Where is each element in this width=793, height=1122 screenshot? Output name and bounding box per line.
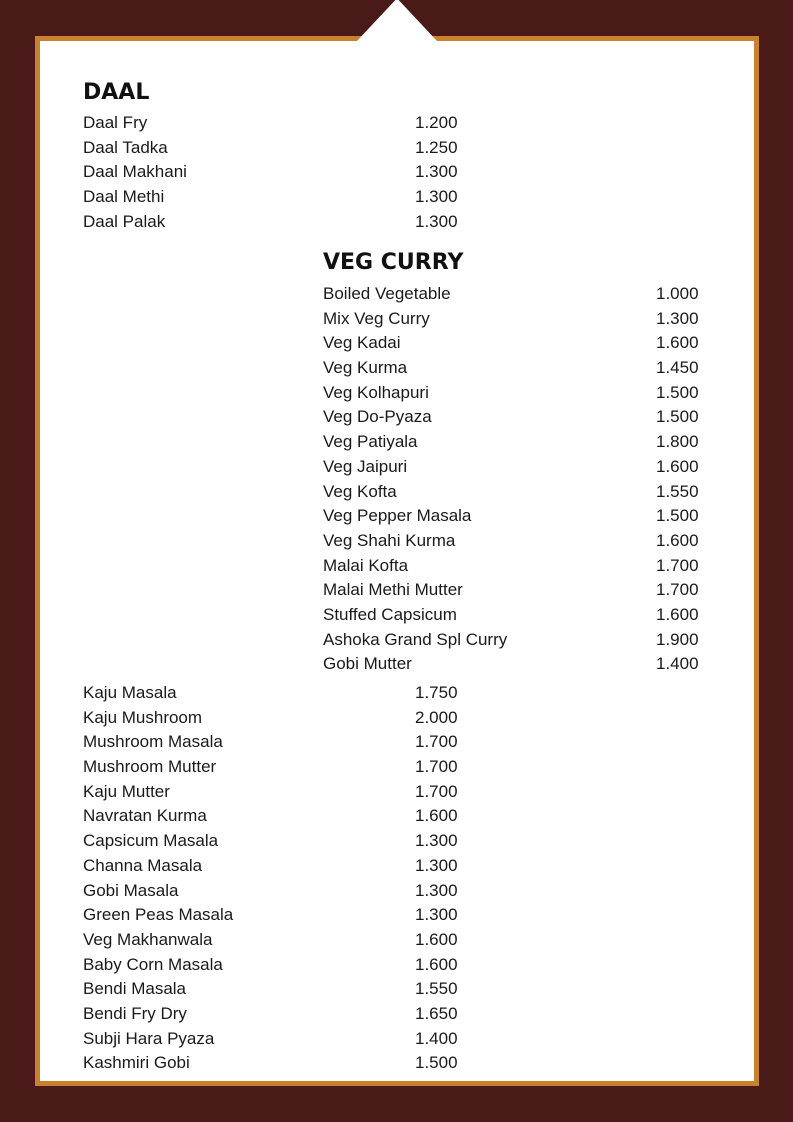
menu-item-name: Kaju Mutter — [83, 781, 170, 801]
menu-item-name: Baby Corn Masala — [83, 954, 223, 974]
menu-item-name: Veg Makhanwala — [83, 929, 213, 949]
menu-item-name: Green Peas Masala — [83, 905, 234, 925]
menu-item-price: 1.700 — [656, 555, 699, 575]
menu-item-price: 1.600 — [415, 954, 458, 974]
menu-item-name: Veg Shahi Kurma — [323, 530, 456, 550]
menu-item-price: 1.300 — [415, 162, 458, 182]
menu-item-name: Boiled Vegetable — [323, 284, 451, 303]
menu-item-name: Veg Patiyala — [323, 432, 418, 452]
menu-item-name: Daal Makhani — [83, 162, 187, 182]
menu-item-name: Veg Jaipuri — [323, 456, 408, 476]
menu-item-price: 1.450 — [656, 358, 699, 378]
menu-item-price: 1.300 — [415, 905, 458, 925]
menu-item-name: Malai Methi Mutter — [323, 580, 463, 600]
menu-item-name: Mix Veg Curry — [323, 308, 430, 328]
menu-item-price: 2.000 — [415, 707, 458, 727]
menu-item-price: 1.300 — [415, 187, 458, 207]
menu-item-price: 1.250 — [415, 137, 458, 157]
menu-item-price: 1.200 — [415, 113, 458, 132]
menu-item-name: Veg Do-Pyaza — [323, 407, 432, 427]
menu-item-name: Kashmiri Gobi — [83, 1053, 190, 1073]
menu-item-name: Gobi Masala — [83, 880, 179, 900]
menu-item-name: Bendi Fry Dry — [83, 1003, 187, 1023]
menu-item-price: 1.500 — [656, 506, 699, 526]
menu-item-name: Daal Methi — [83, 187, 165, 207]
menu-item-name: Mushroom Masala — [83, 732, 223, 752]
menu-item-price: 1.300 — [415, 855, 458, 875]
menu-item-price: 1.900 — [656, 629, 699, 649]
menu-item-name: Daal Tadka — [83, 137, 168, 157]
menu-item-name: Ashoka Grand Spl Curry — [323, 629, 508, 649]
menu-item-price: 1.600 — [656, 530, 699, 550]
menu-item-price: 1.600 — [656, 456, 699, 476]
menu-item-name: Gobi Mutter — [323, 654, 412, 674]
menu-item-price: 1.500 — [656, 407, 699, 427]
menu-item-name: Capsicum Masala — [83, 831, 219, 851]
menu-item-price: 1.600 — [415, 806, 458, 826]
menu-item-price: 1.800 — [656, 432, 699, 452]
menu-item-price: 1.550 — [415, 979, 458, 999]
menu-item-price: 1.300 — [415, 211, 458, 231]
menu-item-price: 1.600 — [656, 604, 699, 624]
daal-section-title: DAAL — [83, 80, 150, 105]
menu-item-price: 1.300 — [656, 308, 699, 328]
menu-item-price: 1.300 — [415, 831, 458, 851]
menu-item-name: Veg Kurma — [323, 358, 408, 378]
menu-item-price: 1.700 — [656, 580, 699, 600]
menu-item-name: Veg Kadai — [323, 333, 401, 353]
menu-item-price: 1.700 — [415, 757, 458, 777]
menu-item-price: 1.300 — [415, 880, 458, 900]
menu-item-price: 1.650 — [415, 1003, 458, 1023]
veg-curry-section-title: VEG CURRY — [323, 250, 464, 275]
menu-item-price: 1.400 — [656, 654, 699, 674]
menu-item-price: 1.750 — [415, 683, 458, 702]
menu-item-name: Bendi Masala — [83, 979, 187, 999]
menu-item-name: Stuffed Capsicum — [323, 604, 457, 624]
menu-item-name: Navratan Kurma — [83, 806, 207, 826]
menu-item-name: Mushroom Mutter — [83, 757, 217, 777]
menu-item-name: Kaju Mushroom — [83, 707, 203, 727]
menu-item-name: Subji Hara Pyaza — [83, 1028, 215, 1048]
card-notch — [357, 0, 437, 41]
menu-item-name: Veg Kofta — [323, 481, 397, 501]
menu-item-name: Daal Palak — [83, 211, 166, 231]
menu-item-price: 1.500 — [656, 382, 699, 402]
menu-item-price: 1.500 — [415, 1053, 458, 1073]
menu-item-price: 1.600 — [656, 333, 699, 353]
menu-item-name: Daal Fry — [83, 113, 148, 132]
menu-item-name: Veg Kolhapuri — [323, 382, 429, 402]
menu-item-price: 1.600 — [415, 929, 458, 949]
menu-item-price: 1.700 — [415, 781, 458, 801]
menu-item-price: 1.400 — [415, 1028, 458, 1048]
menu-item-name: Malai Kofta — [323, 555, 409, 575]
menu-item-price: 1.000 — [656, 284, 699, 303]
menu-item-name: Kaju Masala — [83, 683, 177, 702]
menu-item-price: 1.700 — [415, 732, 458, 752]
menu-item-name: Channa Masala — [83, 855, 203, 875]
menu-item-price: 1.550 — [656, 481, 699, 501]
menu-item-name: Veg Pepper Masala — [323, 506, 472, 526]
